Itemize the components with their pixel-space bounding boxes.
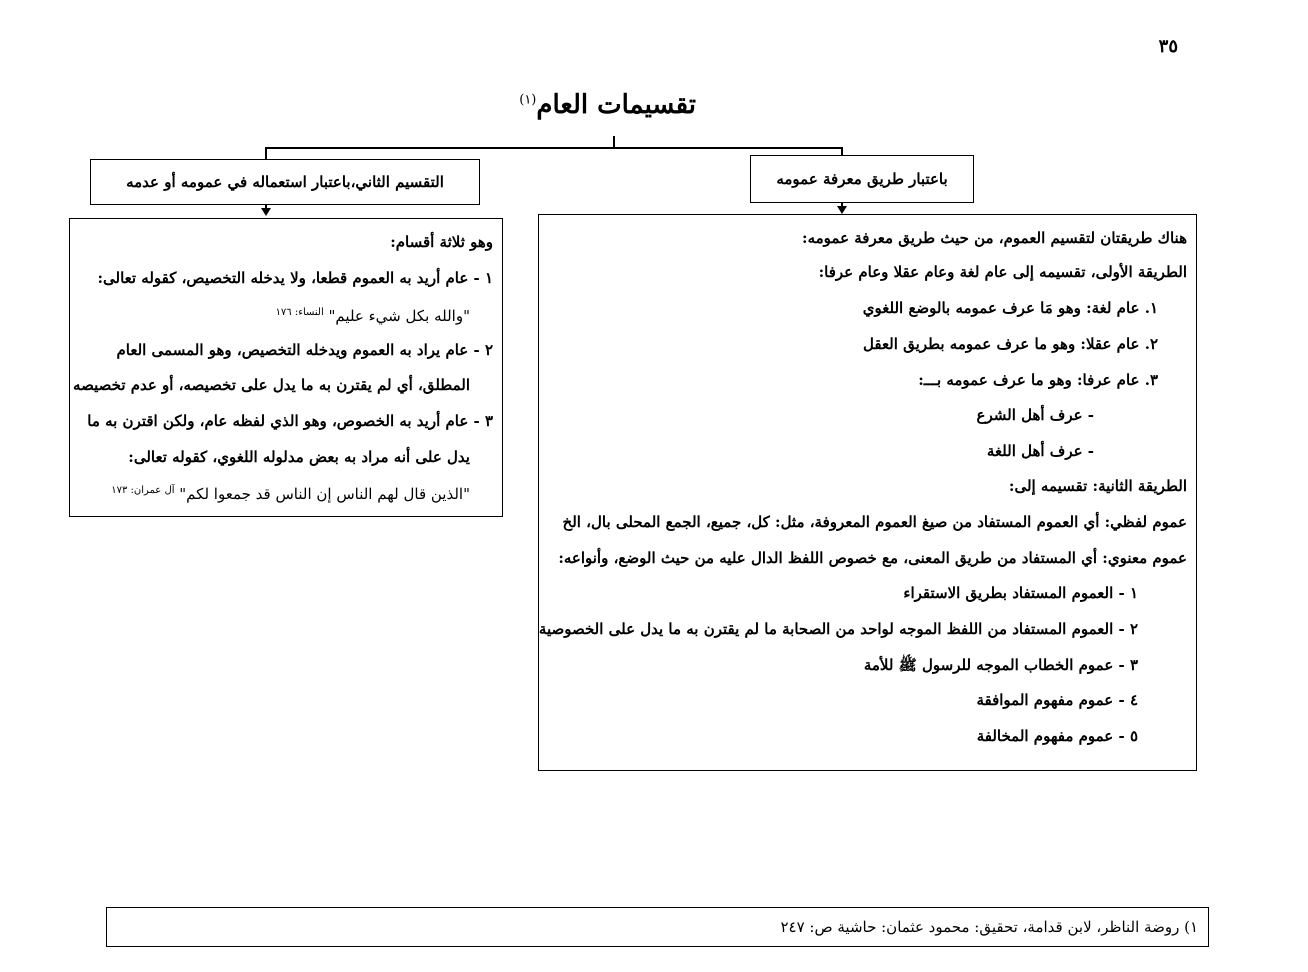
method1-sub-2: - عرف أهل اللغة [986,442,1094,460]
method1-sub-1: - عرف أهل الشرع [976,406,1094,424]
left-item-3-line-1: ٣ - عام أريد به الخصوص، وهو الذي لفظه عام، ولكن اقترن به ما [87,412,493,430]
right-header-box [750,155,974,203]
verse-1-reference: النساء: ١٧٦ [275,307,324,318]
left-content-box [69,218,503,517]
lafzi-general: عموم لفظي: أي العموم المستفاد من صيغ العموم المعروفة، مثل: كل، جميع، الجمع المحلى بال، الخ [562,513,1187,531]
verse-2-text: "الذين قال لهم الناس إن الناس قد جمعوا لكم" [179,485,470,503]
right-intro: هناك طريقتان لتقسيم العموم، من حيث طريق معرفة عمومه: [802,229,1187,247]
method1-item-1: ١. عام لغة: وهو مَا عرف عمومه بالوضع اللغوي [862,299,1158,317]
left-item-3-line-2: يدل على أنه مراد به بعض مدلوله اللغوي، كقوله تعالى: [128,448,470,466]
method1-item-3: ٣. عام عرفا: وهو ما عرف عمومه بـــ: [918,371,1158,389]
manawi-type-2: ٢ - العموم المستفاد من اللفظ الموجه لواحد من الصحابة ما لم يقترن به ما يدل على الخصوصية [538,620,1138,638]
left-verse-1 [276,303,470,326]
left-item-1: ١ - عام أريد به العموم قطعا، ولا يدخله التخصيص، كقوله تعالى: [97,269,493,287]
page-title [480,90,696,120]
method2-title: الطريقة الثانية: تقسيمه إلى: [1008,477,1187,495]
left-verse-2 [111,481,470,504]
left-header-box [90,159,480,205]
right-header-label: باعتبار طريق معرفة عمومه [776,170,948,188]
footnote-box [106,907,1209,947]
connector-right-drop [841,147,843,155]
verse-1-text: "والله بكل شيء عليم" [328,307,470,325]
method1-item-2: ٢. عام عقلا: وهو ما عرف عمومه بطريق العقل [863,335,1158,353]
left-arrow-head [261,208,271,216]
left-intro: وهو ثلاثة أقسام: [390,233,493,251]
page-number: ٣٥ [1158,36,1178,57]
left-item-2-line-2: المطلق، أي لم يقترن به ما يدل على تخصيصه، أو عدم تخصيصه [73,376,470,394]
left-item-2-line-1: ٢ - عام يراد به العموم ويدخله التخصيص، وهو المسمى العام [116,341,493,359]
manawi-general: عموم معنوي: أي المستفاد من طريق المعنى، مع خصوص اللفظ الدال عليه من حيث الوضع، وأنواعه: [558,549,1187,567]
manawi-type-1: ١ - العموم المستفاد بطريق الاستقراء [903,584,1138,602]
connector-left-drop [265,147,267,159]
manawi-type-3: ٣ - عموم الخطاب الموجه للرسول ﷺ للأمة [863,656,1138,674]
title-footnote-marker: (١) [519,92,537,108]
left-header-label: التقسيم الثاني،باعتبار استعماله في عمومه أو عدمه [126,173,444,191]
right-arrow-head [837,206,847,214]
method1-title: الطريقة الأولى، تقسيمه إلى عام لغة وعام عقلا وعام عرفا: [818,263,1187,281]
manawi-type-5: ٥ - عموم مفهوم المخالفة [976,727,1138,745]
connector-horizontal [265,147,843,149]
title-text: تقسيمات العام [536,90,696,120]
verse-2-reference: آل عمران: ١٧٣ [111,485,175,496]
manawi-type-4: ٤ - عموم مفهوم الموافقة [976,691,1138,709]
footnote-text: ١) روضة الناظر، لابن قدامة، تحقيق: محمود عثمان: حاشية ص: ٢٤٧ [780,918,1198,936]
